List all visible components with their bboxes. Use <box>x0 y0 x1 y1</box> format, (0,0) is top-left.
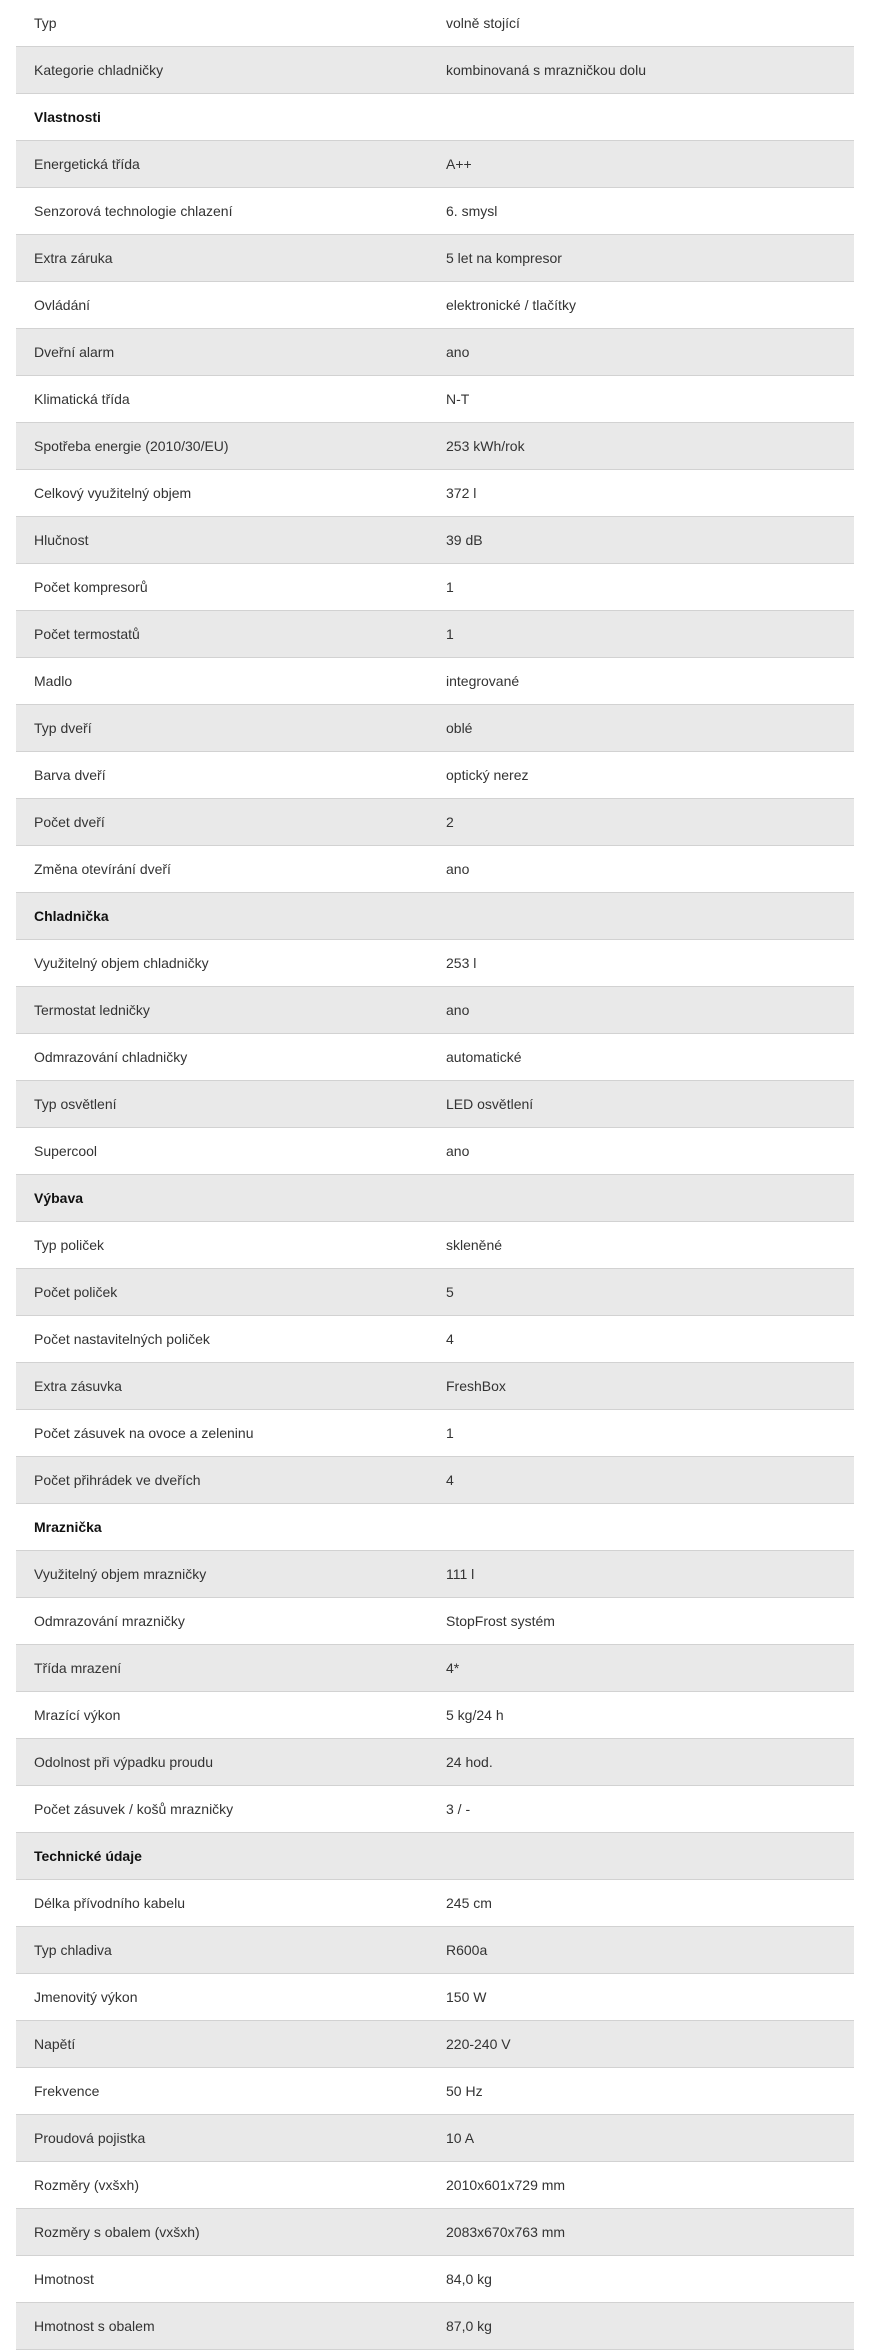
spec-label: Využitelný objem mrazničky <box>34 1566 207 1582</box>
spec-row <box>16 470 854 517</box>
spec-label: Počet kompresorů <box>34 579 148 595</box>
spec-label: Odolnost při výpadku proudu <box>34 1754 213 1770</box>
spec-value: 84,0 kg <box>446 2271 492 2287</box>
spec-label: Klimatická třída <box>34 391 130 407</box>
spec-value: 1 <box>446 626 454 642</box>
spec-row <box>16 2115 854 2162</box>
spec-value: skleněné <box>446 1237 503 1253</box>
spec-value: 24 hod. <box>446 1754 493 1770</box>
spec-row <box>16 1410 854 1457</box>
spec-row <box>16 2303 854 2350</box>
spec-row <box>16 517 854 564</box>
spec-row <box>16 752 854 799</box>
spec-row <box>16 329 854 376</box>
spec-value: FreshBox <box>446 1378 506 1394</box>
spec-row <box>16 658 854 705</box>
spec-value: 5 let na kompresor <box>446 250 562 266</box>
spec-value: ano <box>446 861 470 877</box>
spec-value: 253 kWh/rok <box>446 438 525 454</box>
spec-row <box>16 564 854 611</box>
spec-label: Odmrazování chladničky <box>34 1049 188 1065</box>
spec-row <box>16 1269 854 1316</box>
section-title: Vlastnosti <box>34 109 101 125</box>
spec-label: Celkový využitelný objem <box>34 485 192 501</box>
spec-label: Ovládání <box>34 297 91 313</box>
spec-row <box>16 1927 854 1974</box>
spec-label: Rozměry s obalem (vxšxh) <box>34 2224 200 2240</box>
spec-label: Mrazící výkon <box>34 1707 121 1723</box>
spec-value: 6. smysl <box>446 203 498 219</box>
spec-label: Počet dveří <box>34 814 105 830</box>
spec-row <box>16 2256 854 2303</box>
spec-label: Proudová pojistka <box>34 2130 146 2146</box>
section-header-row <box>16 1504 854 1551</box>
spec-value: elektronické / tlačítky <box>446 297 576 313</box>
spec-value: optický nerez <box>446 767 529 783</box>
spec-value: A++ <box>446 156 472 172</box>
spec-label: Supercool <box>34 1143 98 1159</box>
spec-label: Hmotnost <box>34 2271 94 2287</box>
spec-label: Dveřní alarm <box>34 344 115 360</box>
spec-row <box>16 47 854 94</box>
spec-label: Využitelný objem chladničky <box>34 955 209 971</box>
spec-row <box>16 2209 854 2256</box>
spec-value: 253 l <box>446 955 477 971</box>
spec-value: 2083x670x763 mm <box>446 2224 566 2240</box>
spec-value: 2010x601x729 mm <box>446 2177 566 2193</box>
spec-row <box>16 423 854 470</box>
spec-value: 372 l <box>446 485 477 501</box>
spec-value: 150 W <box>446 1989 487 2005</box>
spec-label: Jmenovitý výkon <box>34 1989 138 2005</box>
section-header-row <box>16 94 854 141</box>
spec-row <box>16 1880 854 1927</box>
spec-table <box>16 0 854 2350</box>
spec-value: 4 <box>446 1331 454 1347</box>
spec-value: 39 dB <box>446 532 483 548</box>
spec-label: Madlo <box>34 673 73 689</box>
spec-value: 4* <box>446 1660 460 1676</box>
spec-label: Změna otevírání dveří <box>34 861 171 877</box>
spec-row <box>16 1034 854 1081</box>
spec-row <box>16 1786 854 1833</box>
spec-row <box>16 1128 854 1175</box>
spec-row <box>16 1974 854 2021</box>
spec-label: Spotřeba energie (2010/30/EU) <box>34 438 229 454</box>
spec-label: Rozměry (vxšxh) <box>34 2177 140 2193</box>
spec-value: volně stojící <box>446 15 520 31</box>
spec-label: Typ <box>34 15 57 31</box>
spec-value: 3 / - <box>446 1801 471 1817</box>
spec-row <box>16 2068 854 2115</box>
spec-row <box>16 282 854 329</box>
spec-value: 10 A <box>446 2130 475 2146</box>
section-title: Mraznička <box>34 1519 102 1535</box>
spec-value: 1 <box>446 1425 454 1441</box>
spec-row <box>16 1222 854 1269</box>
spec-label: Extra zásuvka <box>34 1378 122 1394</box>
spec-value: 4 <box>446 1472 454 1488</box>
spec-row <box>16 1081 854 1128</box>
spec-row <box>16 611 854 658</box>
section-header-row <box>16 1833 854 1880</box>
spec-label: Počet přihrádek ve dveřích <box>34 1472 201 1488</box>
spec-value: N-T <box>446 391 470 407</box>
spec-label: Kategorie chladničky <box>34 62 164 78</box>
spec-row <box>16 1316 854 1363</box>
spec-value: kombinovaná s mrazničkou dolu <box>446 62 646 78</box>
section-title: Chladnička <box>34 908 109 924</box>
spec-row <box>16 376 854 423</box>
spec-row <box>16 705 854 752</box>
spec-value: automatické <box>446 1049 522 1065</box>
spec-label: Frekvence <box>34 2083 100 2099</box>
spec-label: Délka přívodního kabelu <box>34 1895 185 1911</box>
spec-label: Počet zásuvek na ovoce a zeleninu <box>34 1425 254 1441</box>
section-title: Technické údaje <box>34 1848 142 1864</box>
spec-value: StopFrost systém <box>446 1613 555 1629</box>
spec-value: 111 l <box>446 1566 475 1582</box>
spec-label: Hlučnost <box>34 532 89 548</box>
spec-label: Typ dveří <box>34 720 92 736</box>
spec-label: Extra záruka <box>34 250 113 266</box>
spec-value: R600a <box>446 1942 488 1958</box>
spec-row <box>16 799 854 846</box>
spec-value: 5 kg/24 h <box>446 1707 504 1723</box>
spec-row <box>16 846 854 893</box>
spec-value: 87,0 kg <box>446 2318 492 2334</box>
spec-row <box>16 2162 854 2209</box>
spec-row <box>16 1551 854 1598</box>
spec-row <box>16 235 854 282</box>
spec-value: LED osvětlení <box>446 1096 534 1112</box>
spec-label: Počet nastavitelných poliček <box>34 1331 210 1347</box>
spec-label: Počet zásuvek / košů mrazničky <box>34 1801 234 1817</box>
spec-row <box>16 1598 854 1645</box>
spec-row <box>16 188 854 235</box>
spec-row <box>16 141 854 188</box>
spec-label: Napětí <box>34 2036 76 2052</box>
spec-value: integrované <box>446 673 520 689</box>
spec-row <box>16 2021 854 2068</box>
spec-value: ano <box>446 1002 470 1018</box>
spec-row <box>16 987 854 1034</box>
spec-label: Barva dveří <box>34 767 106 783</box>
spec-row <box>16 940 854 987</box>
spec-row <box>16 1363 854 1410</box>
spec-label: Typ osvětlení <box>34 1096 117 1112</box>
spec-row <box>16 1739 854 1786</box>
spec-row <box>16 1457 854 1504</box>
spec-value: ano <box>446 1143 470 1159</box>
spec-label: Počet termostatů <box>34 626 140 642</box>
spec-label: Typ chladiva <box>34 1942 112 1958</box>
spec-row <box>16 0 854 47</box>
spec-label: Odmrazování mrazničky <box>34 1613 185 1629</box>
spec-label: Typ poliček <box>34 1237 105 1253</box>
spec-value: 220-240 V <box>446 2036 511 2052</box>
spec-label: Třída mrazení <box>34 1660 122 1676</box>
spec-label: Energetická třída <box>34 156 140 172</box>
spec-value: 2 <box>446 814 454 830</box>
spec-value: 245 cm <box>446 1895 492 1911</box>
spec-label: Počet poliček <box>34 1284 118 1300</box>
section-header-row <box>16 1175 854 1222</box>
spec-value: 5 <box>446 1284 454 1300</box>
spec-label: Termostat ledničky <box>34 1002 150 1018</box>
spec-value: 50 Hz <box>446 2083 483 2099</box>
spec-value: 1 <box>446 579 454 595</box>
spec-value: ano <box>446 344 470 360</box>
spec-value: oblé <box>446 720 473 736</box>
section-header-row <box>16 893 854 940</box>
spec-row <box>16 1692 854 1739</box>
spec-label: Hmotnost s obalem <box>34 2318 155 2334</box>
section-title: Výbava <box>34 1190 84 1206</box>
spec-label: Senzorová technologie chlazení <box>34 203 233 219</box>
spec-row <box>16 1645 854 1692</box>
